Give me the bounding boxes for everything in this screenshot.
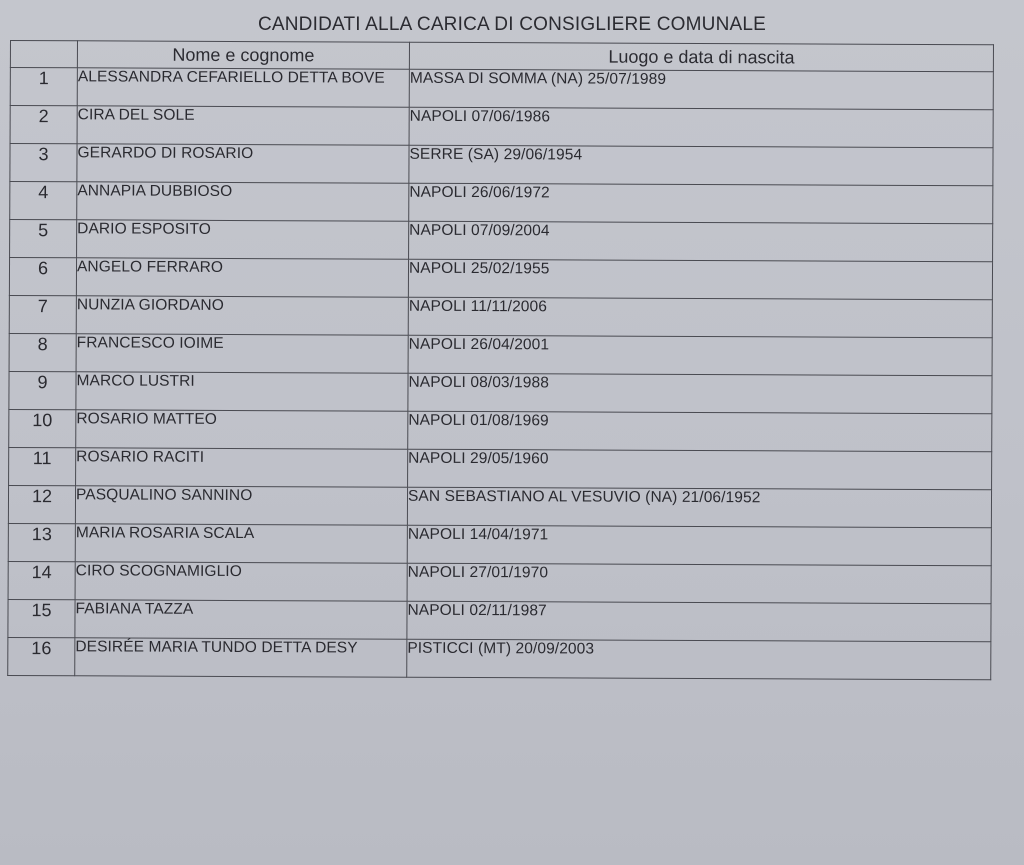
table-row	[8, 561, 991, 603]
row-number: 11	[9, 447, 76, 485]
table-row	[8, 599, 991, 641]
table-row	[10, 106, 993, 148]
page-title: CANDIDATI ALLA CARICA DI CONSIGLIERE COMUNALE	[257, 14, 767, 35]
candidate-birth: PISTICCI (MT) 20/09/2003	[407, 639, 991, 680]
row-number: 3	[10, 144, 77, 182]
candidate-birth: NAPOLI 14/04/1971	[407, 525, 991, 566]
candidate-birth: NAPOLI 01/08/1969	[408, 411, 992, 452]
row-number: 2	[10, 106, 77, 144]
candidate-name: ROSARIO MATTEO	[76, 410, 408, 449]
row-number: 10	[9, 409, 76, 447]
candidate-birth: NAPOLI 27/01/1970	[407, 563, 991, 604]
row-number: 12	[8, 485, 75, 523]
candidate-birth: NAPOLI 26/04/2001	[408, 335, 992, 376]
table-row	[10, 144, 993, 186]
candidate-birth: SERRE (SA) 29/06/1954	[409, 145, 993, 186]
row-number: 13	[8, 523, 75, 561]
table-header-row	[10, 41, 993, 72]
candidate-name: DESIRÉE MARIA TUNDO DETTA DESY	[75, 638, 407, 677]
row-number: 9	[9, 371, 76, 409]
row-number: 1	[10, 68, 77, 106]
row-number: 16	[8, 637, 75, 675]
table-row	[10, 182, 993, 224]
row-number: 6	[9, 258, 76, 296]
table-row	[8, 523, 991, 565]
header-name: Nome e cognome	[77, 41, 409, 69]
candidate-name: ANNAPIA DUBBIOSO	[77, 182, 409, 221]
table-row	[9, 409, 992, 451]
candidate-birth: NAPOLI 26/06/1972	[409, 183, 993, 224]
row-number: 7	[9, 295, 76, 333]
row-number: 14	[8, 561, 75, 599]
candidate-name: GERARDO DI ROSARIO	[77, 144, 409, 183]
candidate-birth: NAPOLI 29/05/1960	[408, 449, 992, 490]
candidate-name: MARIA ROSARIA SCALA	[75, 524, 407, 563]
candidate-birth: NAPOLI 25/02/1955	[408, 259, 992, 300]
candidate-name: MARCO LUSTRI	[76, 372, 408, 411]
row-number: 8	[9, 333, 76, 371]
row-number: 5	[10, 220, 77, 258]
table-row	[9, 371, 992, 413]
candidate-name: ANGELO FERRARO	[76, 258, 408, 297]
candidate-birth: NAPOLI 07/06/1986	[409, 107, 993, 148]
candidate-name: DARIO ESPOSITO	[77, 220, 409, 259]
candidate-birth: NAPOLI 08/03/1988	[408, 373, 992, 414]
candidate-name: FRANCESCO IOIME	[76, 334, 408, 373]
candidate-birth: SAN SEBASTIANO AL VESUVIO (NA) 21/06/1952	[407, 487, 991, 528]
candidate-name: CIRA DEL SOLE	[77, 106, 409, 145]
candidates-table	[7, 40, 994, 680]
candidate-name: ALESSANDRA CEFARIELLO DETTA BOVE	[77, 68, 409, 107]
header-number	[10, 41, 77, 68]
table-row	[9, 447, 992, 489]
table-row	[8, 637, 991, 679]
candidate-birth: NAPOLI 11/11/2006	[408, 297, 992, 338]
candidate-name: CIRO SCOGNAMIGLIO	[75, 562, 407, 601]
table-row	[9, 333, 992, 375]
table-row	[8, 485, 991, 527]
candidate-birth: NAPOLI 07/09/2004	[409, 221, 993, 262]
table-row	[9, 258, 992, 300]
row-number: 15	[8, 599, 75, 637]
header-birth: Luogo e data di nascita	[409, 42, 993, 72]
candidate-name: NUNZIA GIORDANO	[76, 296, 408, 335]
candidate-birth: MASSA DI SOMMA (NA) 25/07/1989	[409, 69, 993, 110]
table-row	[10, 68, 993, 110]
candidate-name: PASQUALINO SANNINO	[75, 486, 407, 525]
candidate-name: FABIANA TAZZA	[75, 600, 407, 639]
candidate-name: ROSARIO RACITI	[76, 448, 408, 487]
table-row	[10, 220, 993, 262]
table-row	[9, 295, 992, 337]
candidate-birth: NAPOLI 02/11/1987	[407, 601, 991, 642]
row-number: 4	[10, 182, 77, 220]
